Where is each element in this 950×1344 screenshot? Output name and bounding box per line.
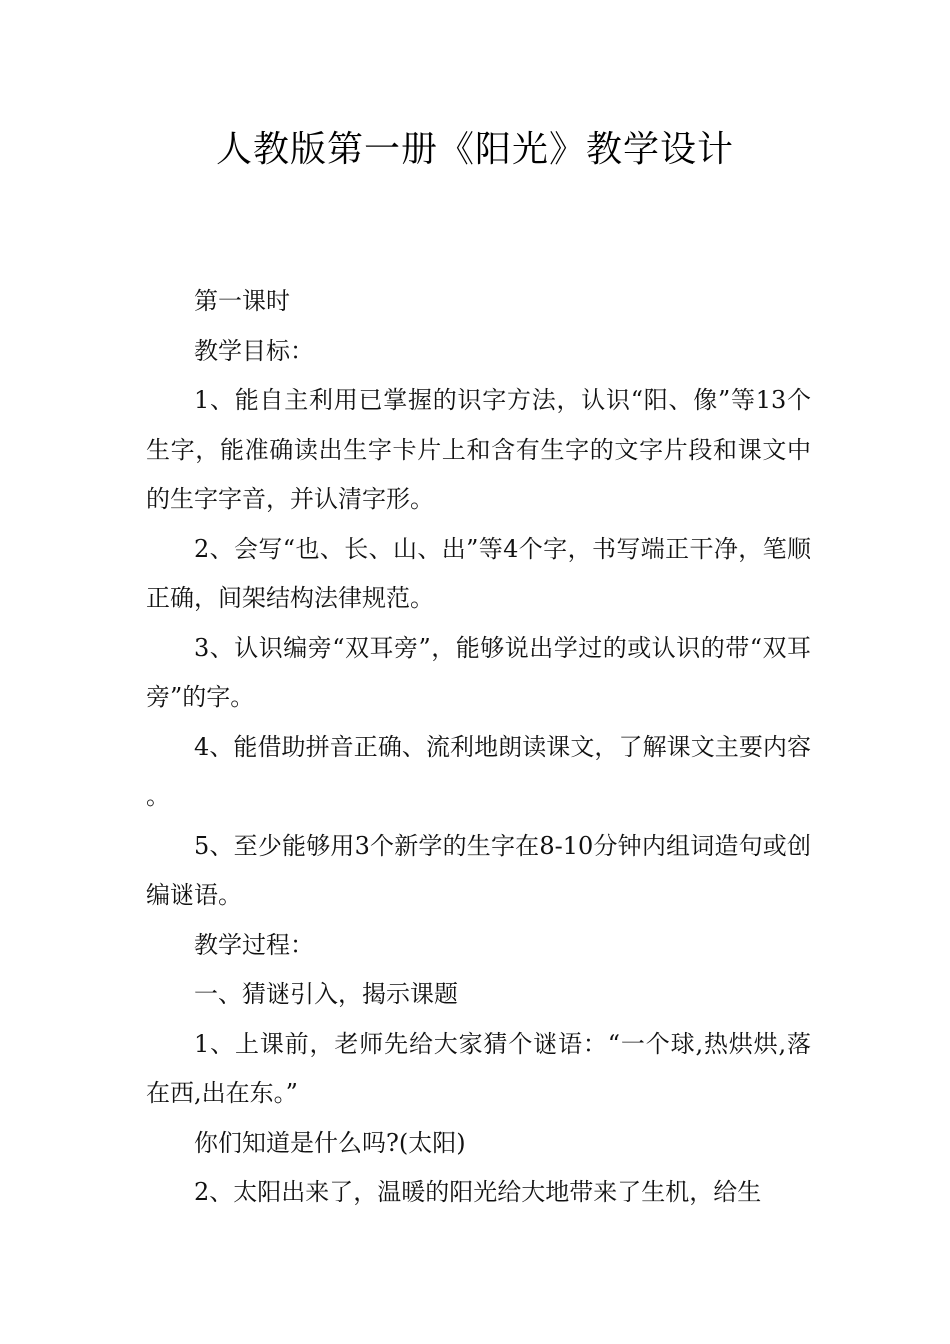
paragraph: 第一课时 bbox=[194, 287, 290, 315]
paragraph: 1、上课前，老师先给大家猜个谜语：“一个球,热烘烘,落在西,出在东。” bbox=[146, 1029, 811, 1107]
paragraph: 3、认识编旁“双耳旁”，能够说出学过的或认识的带“双耳旁”的字。 bbox=[146, 633, 811, 711]
paragraph: 教学过程： bbox=[194, 930, 314, 959]
document-body bbox=[146, 277, 811, 1218]
paragraph: 教学目标： bbox=[194, 336, 314, 365]
paragraph: 5、至少能够用3个新学的生字在8-10分钟内组词造句或创编谜语。 bbox=[146, 831, 811, 909]
paragraph: 1、能自主利用已掌握的识字方法，认识“阳、像”等13个生字，能准确读出生字卡片上和含有生字的文字片段和课文中的生字字音，并认清字形。 bbox=[146, 386, 811, 513]
paragraph: 一、猜谜引入，揭示课题 bbox=[194, 980, 458, 1008]
paragraph: 4、能借助拼音正确、流利地朗读课文，了解课文主要内容。 bbox=[146, 732, 811, 810]
paragraph: 2、太阳出来了，温暖的阳光给大地带来了生机，给生 bbox=[194, 1178, 762, 1206]
document-title: 人教版第一册《阳光》教学设计 bbox=[215, 129, 734, 170]
paragraph: 你们知道是什么吗?(太阳) bbox=[194, 1128, 466, 1157]
paragraph: 2、会写“也、长、山、出”等4个字，书写端正干净，笔顺正确，间架结构法律规范。 bbox=[146, 534, 811, 612]
